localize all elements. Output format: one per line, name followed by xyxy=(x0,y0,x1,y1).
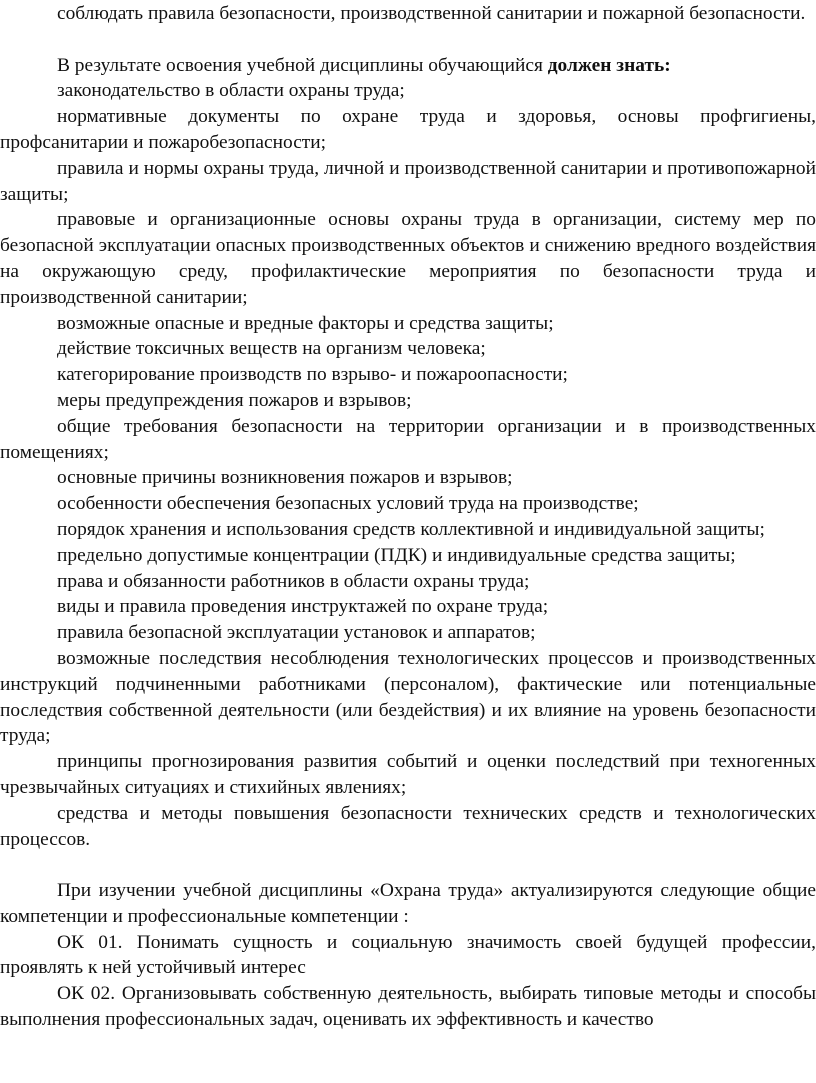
paragraph-gap xyxy=(0,27,816,53)
paragraph-gap xyxy=(0,852,816,878)
knowledge-item: виды и правила проведения инструктажей по охране труда; xyxy=(57,596,549,618)
knowledge-intro xyxy=(0,53,816,79)
knowledge-item: законодательство в области охраны труда; xyxy=(57,80,405,102)
knowledge-intro-lead: В результате освоения учебной дисциплины обучающийся xyxy=(57,54,548,76)
knowledge-item: правила и нормы охраны труда, личной и производственной санитарии и противопожарной защиты; xyxy=(0,157,816,205)
knowledge-item: особенности обеспечения безопасных условий труда на производстве; xyxy=(57,493,639,515)
competency-item: ОК 02. Организовывать собственную деятельность, выбирать типовые методы и способы выполнения профессиональных задач, оценивать их эффективность и качество xyxy=(0,983,816,1031)
knowledge-intro-emphasis: должен знать: xyxy=(547,54,671,76)
knowledge-item: действие токсичных веществ на организм человека; xyxy=(57,338,486,360)
knowledge-item: правовые и организационные основы охраны труда в организации, систему мер по безопасной эксплуатации опасных производственных объектов и снижению вредного воздействия на окружающую среду, профилактические мероприятия по безопасности труда и производственной санитарии; xyxy=(0,209,816,308)
knowledge-item: категорирование производств по взрыво- и пожароопасности; xyxy=(57,364,568,386)
competency-item: ОК 01. Понимать сущность и социальную значимость своей будущей профессии, проявлять к ней устойчивый интерес xyxy=(0,931,816,979)
knowledge-item: возможные опасные и вредные факторы и средства защиты; xyxy=(57,312,554,334)
knowledge-item: права и обязанности работников в области охраны труда; xyxy=(57,570,530,592)
knowledge-item: общие требования безопасности на территории организации и в производственных помещениях; xyxy=(0,415,816,463)
knowledge-item: порядок хранения и использования средств коллективной и индивидуальной защиты; xyxy=(57,518,765,540)
knowledge-item: нормативные документы по охране труда и здоровья, основы профгигиены, профсанитарии и пожаробезопасности; xyxy=(0,106,816,153)
knowledge-item: принципы прогнозирования развития событий и оценки последствий при техногенных чрезвычайных ситуациях и стихийных явлениях; xyxy=(0,751,816,798)
opening-paragraph: соблюдать правила безопасности, производственной санитарии и пожарной безопасности. xyxy=(57,3,806,24)
knowledge-item: средства и методы повышения безопасности технических средств и технологических процессов. xyxy=(0,802,816,850)
knowledge-item: возможные последствия несоблюдения технологических процессов и производственных инструкций подчиненными работниками (персоналом), фактические или потенциальные последствия собственной деятельности (или бездействия) и их влияние на уровень безопасности труда; xyxy=(0,647,816,747)
knowledge-item: предельно допустимые концентрации (ПДК) и индивидуальные средства защиты; xyxy=(57,544,736,566)
knowledge-item: меры предупреждения пожаров и взрывов; xyxy=(57,389,412,411)
competencies-intro: При изучении учебной дисциплины «Охрана труда» актуализируются следующие общие компетенции и профессиональные компетенции : xyxy=(0,880,816,927)
knowledge-item: правила безопасной эксплуатации установок и аппаратов; xyxy=(57,622,536,644)
knowledge-item: основные причины возникновения пожаров и взрывов; xyxy=(57,467,513,489)
